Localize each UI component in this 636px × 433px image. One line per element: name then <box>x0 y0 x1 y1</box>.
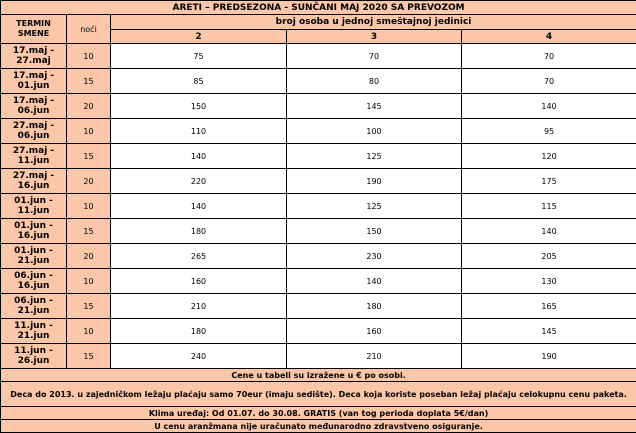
term-end: 21.jun <box>18 331 50 341</box>
table-row <box>1 219 636 244</box>
table-row <box>1 194 636 219</box>
termin-header-line2: SMENE <box>18 29 49 38</box>
table-row <box>1 144 636 169</box>
term-end: 16.jun <box>18 231 50 241</box>
price-cell-4: 190 <box>462 344 636 369</box>
col-header-3: 3 <box>287 30 462 44</box>
table-row <box>1 69 636 94</box>
table-row <box>1 119 636 144</box>
nights-cell: 15 <box>67 144 111 169</box>
term-end: 16.jun <box>18 181 50 191</box>
price-cell-4: 205 <box>462 244 636 269</box>
nights-cell: 15 <box>67 344 111 369</box>
term-end: 26.jun <box>18 356 50 366</box>
price-cell-3: 190 <box>287 169 462 194</box>
price-cell-2: 180 <box>111 319 287 344</box>
price-cell-2: 85 <box>111 69 287 94</box>
term-cell <box>1 319 67 344</box>
table-row <box>1 344 636 369</box>
price-cell-3: 145 <box>287 94 462 119</box>
price-cell-4: 120 <box>462 144 636 169</box>
price-cell-3: 140 <box>287 269 462 294</box>
nights-cell: 20 <box>67 94 111 119</box>
nights-cell: 15 <box>67 294 111 319</box>
nights-cell: 15 <box>67 219 111 244</box>
term-cell <box>1 119 67 144</box>
price-cell-4: 130 <box>462 269 636 294</box>
term-start: 01.jun - <box>14 196 53 206</box>
price-cell-4: 145 <box>462 319 636 344</box>
note-children: Deca do 2013. u zajedničkom ležaju plaćaju samo 70eur (imaju sedište). Deca koja koriste poseban ležaj plaćaju celokupnu cenu paketa. <box>1 382 636 407</box>
term-cell <box>1 69 67 94</box>
price-cell-3: 150 <box>287 219 462 244</box>
price-cell-2: 150 <box>111 94 287 119</box>
nights-header: noći <box>67 15 111 44</box>
nights-cell: 10 <box>67 119 111 144</box>
price-cell-2: 75 <box>111 44 287 69</box>
table-row <box>1 294 636 319</box>
term-cell <box>1 219 67 244</box>
term-cell <box>1 344 67 369</box>
table-row <box>1 44 636 69</box>
term-start: 11.jun - <box>14 321 53 331</box>
table-row <box>1 244 636 269</box>
price-cell-3: 125 <box>287 194 462 219</box>
term-start: 01.jun - <box>14 246 53 256</box>
price-cell-2: 180 <box>111 219 287 244</box>
term-end: 06.jun <box>18 131 50 141</box>
note-insurance: U cenu aranžmana nije uračunato međunarodno zdravstveno osiguranje. <box>1 420 636 433</box>
term-cell <box>1 169 67 194</box>
header-row-1 <box>1 15 636 30</box>
table-title: ARETI – PREDSEZONA - SUNČANI MAJ 2020 SA PREVOZOM <box>1 1 636 15</box>
price-cell-2: 140 <box>111 144 287 169</box>
term-end: 21.jun <box>18 306 50 316</box>
table-body <box>1 44 636 369</box>
price-cell-2: 160 <box>111 269 287 294</box>
table-row <box>1 319 636 344</box>
price-cell-3: 160 <box>287 319 462 344</box>
capacity-header: broj osoba u jednoj smeštajnoj jedinici <box>111 15 636 30</box>
term-start: 17.maj - <box>13 71 54 81</box>
term-end: 11.jun <box>18 156 50 166</box>
term-cell <box>1 294 67 319</box>
term-end: 27.maj <box>16 56 50 66</box>
termin-header-line1: TERMIN <box>16 19 51 28</box>
price-cell-2: 220 <box>111 169 287 194</box>
term-cell <box>1 194 67 219</box>
term-start: 27.maj - <box>13 171 54 181</box>
price-cell-3: 80 <box>287 69 462 94</box>
term-end: 21.jun <box>18 256 50 266</box>
note-row-currency <box>1 369 636 382</box>
term-start: 06.jun - <box>14 271 53 281</box>
table-row <box>1 169 636 194</box>
price-cell-4: 70 <box>462 44 636 69</box>
note-row-children <box>1 382 636 407</box>
price-cell-3: 210 <box>287 344 462 369</box>
term-end: 01.jun <box>18 81 50 91</box>
term-start: 27.maj - <box>13 146 54 156</box>
nights-cell: 20 <box>67 169 111 194</box>
price-cell-2: 110 <box>111 119 287 144</box>
term-end: 16.jun <box>18 281 50 291</box>
term-end: 06.jun <box>18 106 50 116</box>
price-cell-4: 175 <box>462 169 636 194</box>
price-cell-4: 165 <box>462 294 636 319</box>
note-ac: Klima uređaj: Od 01.07. do 30.08. GRATIS (van tog perioda doplata 5€/dan) <box>1 407 636 420</box>
price-cell-4: 70 <box>462 69 636 94</box>
nights-cell: 10 <box>67 44 111 69</box>
price-cell-3: 100 <box>287 119 462 144</box>
table-row <box>1 269 636 294</box>
price-cell-2: 140 <box>111 194 287 219</box>
term-start: 06.jun - <box>14 296 53 306</box>
price-cell-4: 95 <box>462 119 636 144</box>
price-cell-2: 210 <box>111 294 287 319</box>
term-start: 17.maj - <box>13 96 54 106</box>
col-header-2: 2 <box>111 30 287 44</box>
term-cell <box>1 144 67 169</box>
term-cell <box>1 94 67 119</box>
term-start: 27.maj - <box>13 121 54 131</box>
price-cell-4: 140 <box>462 219 636 244</box>
price-cell-2: 265 <box>111 244 287 269</box>
term-cell <box>1 44 67 69</box>
term-start: 11.jun - <box>14 346 53 356</box>
termin-header <box>1 15 67 44</box>
price-cell-3: 70 <box>287 44 462 69</box>
col-header-4: 4 <box>462 30 636 44</box>
nights-cell: 15 <box>67 69 111 94</box>
table-row <box>1 94 636 119</box>
term-start: 01.jun - <box>14 221 53 231</box>
term-end: 11.jun <box>18 206 50 216</box>
nights-cell: 20 <box>67 244 111 269</box>
price-cell-3: 230 <box>287 244 462 269</box>
title-row <box>1 1 636 15</box>
term-cell <box>1 244 67 269</box>
price-cell-4: 140 <box>462 94 636 119</box>
term-start: 17.maj - <box>13 46 54 56</box>
price-cell-3: 125 <box>287 144 462 169</box>
term-cell <box>1 269 67 294</box>
price-cell-3: 180 <box>287 294 462 319</box>
note-currency: Cene u tabeli su izražene u € po osobi. <box>1 369 636 382</box>
nights-cell: 10 <box>67 194 111 219</box>
price-cell-4: 115 <box>462 194 636 219</box>
nights-cell: 10 <box>67 319 111 344</box>
price-cell-2: 240 <box>111 344 287 369</box>
nights-cell: 10 <box>67 269 111 294</box>
note-row-ac <box>1 407 636 420</box>
